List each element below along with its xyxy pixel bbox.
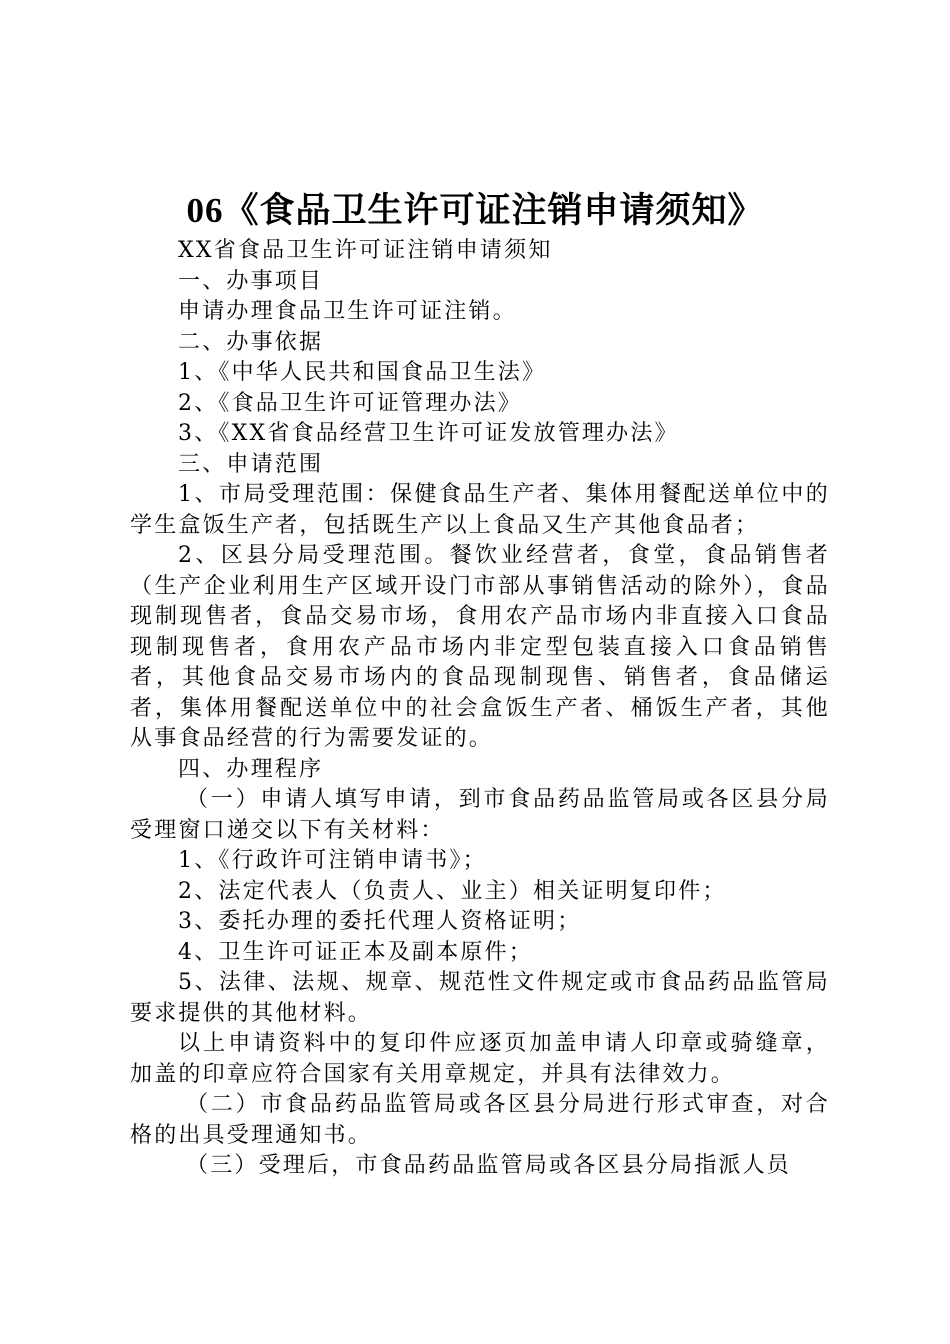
section-heading: 一、办事项目 xyxy=(178,268,324,294)
list-item: 4、卫生许可证正本及副本原件； xyxy=(178,939,533,965)
list-item: 3、《XX省食品经营卫生许可证发放管理办法》 xyxy=(178,421,679,446)
list-item: 3、委托办理的委托代理人资格证明； xyxy=(178,909,582,934)
list-item: 5、法律、法规、规章、规范性文件规定或市食品药品监管局要求提供的其他材料。 xyxy=(130,970,830,1026)
section-heading: 二、办事依据 xyxy=(178,329,324,355)
list-item: 2、法定代表人（负责人、业主）相关证明复印件； xyxy=(178,878,727,904)
paragraph: （三）受理后，市食品药品监管局或各区县分局指派人员 xyxy=(186,1153,792,1178)
paragraph: （一）申请人填写申请，到市食品药品监管局或各区县分局受理窗口递交以下有关材料： xyxy=(130,787,830,843)
paragraph: （二）市食品药品监管局或各区县分局进行形式审查，对合格的出具受理通知书。 xyxy=(130,1092,830,1148)
list-item: 2、《食品卫生许可证管理办法》 xyxy=(178,390,522,416)
document-body xyxy=(130,236,830,1182)
paragraph: 1、市局受理范围：保健食品生产者、集体用餐配送单位中的学生盒饭生产者，包括既生产以上食品又生产其他食品者； xyxy=(130,482,830,538)
list-item: 1、《行政许可注销申请书》； xyxy=(178,848,487,873)
list-item: 1、《中华人民共和国食品卫生法》 xyxy=(178,360,547,385)
section-heading: 三、申请范围 xyxy=(178,451,324,477)
paragraph: 2、区县分局受理范围。餐饮业经营者，食堂，食品销售者（生产企业利用生产区域开设门市部从事销售活动的除外），食品现制现售者，食品交易市场，食用农产品市场内非直接入口食品现制现售者，食用农产品市场内非定型包装直接入口食品销售者，其他食品交易市场内的食品现制现售、销售者，食品储运者，集体用餐配送单位中的社会盒饭生产者、桶饭生产者，其他从事食品经营的行为需要发证的。 xyxy=(130,543,830,751)
document-title: 06《食品卫生许可证注销申请须知》 xyxy=(186,191,764,230)
section-heading: 四、办理程序 xyxy=(178,756,324,782)
paragraph: 申请办理食品卫生许可证注销。 xyxy=(178,299,517,324)
subtitle: XX省食品卫生许可证注销申请须知 xyxy=(178,238,553,263)
paragraph: 以上申请资料中的复印件应逐页加盖申请人印章或骑缝章，加盖的印章应符合国家有关用章规定，并具有法律效力。 xyxy=(130,1031,830,1087)
